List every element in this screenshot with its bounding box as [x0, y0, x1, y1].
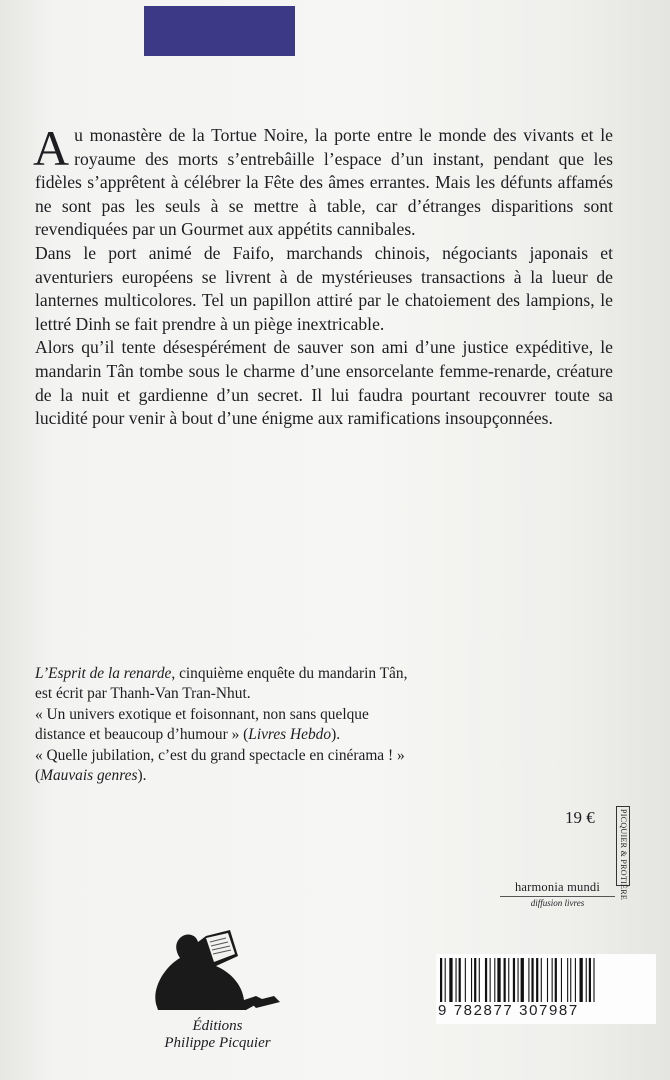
publisher-name: Éditions Philippe Picquier [164, 1018, 271, 1051]
design-credit: PICQUIER & PROTIÈRE [616, 806, 630, 886]
press-quote-1: « Un univers exotique et foisonnant, non sans quelque distance et beaucoup d’humour » (Livres Hebdo). [35, 705, 369, 744]
color-band [144, 6, 295, 56]
distributor-logo [500, 880, 615, 908]
barcode-icon [436, 958, 654, 1002]
book-title: L’Esprit de la renarde [35, 665, 172, 682]
quote-source: Livres Hebdo [248, 726, 332, 744]
synopsis-paragraph-2: Dans le port animé de Faifo, marchands chinois, négociants japonais et aventuriers européens se livrent à de mystérieuses transactions à la lueur de lanternes multicolores. Tel un papillon attiré par le chatoiement des lampions, le lettré Dinh se fait prendre à un piège inextricable. [35, 242, 613, 334]
synopsis-paragraph-1: Au monastère de la Tortue Noire, la porte entre le monde des vivants et le royaume des morts s’entrebâille l’espace d’un instant, pendant que les fidèles s’apprêtent à célébrer la Fête des âmes errantes. Mais les défunts affamés ne sont pas les seuls à se mettre à table, car d’étranges disparitions sont revendiquées par un Gourmet aux appétits cannibales. [33, 120, 613, 240]
quote-source: Mauvais genres [40, 767, 138, 785]
synopsis [33, 120, 613, 431]
book-info [35, 664, 413, 786]
isbn-number: 9 782877 307987 [438, 1002, 579, 1019]
distributor-name: harmonia mundi [514, 880, 601, 894]
price: 19 € [565, 808, 595, 827]
author-line: L’Esprit de la renarde, cinquième enquête du mandarin Tân, est écrit par Thanh-Van Tran-Nhut. [35, 665, 408, 703]
press-quote-2: « Quelle jubilation, c’est du grand spectacle en cinérama ! » (Mauvais genres). [35, 746, 405, 785]
distributor-subtitle: diffusion livres [500, 896, 615, 908]
publisher-logo-icon [146, 926, 286, 1014]
synopsis-paragraph-3: Alors qu’il tente désespérément de sauver son ami d’une justice expéditive, le mandarin Tân tombe sous le charme d’une ensorcelante femme-renarde, créature de la nuit et gardienne d’un secret. Il lui faudra pourtant recouvrer toute sa lucidité pour venir à bout d’une énigme aux ramifications insoupçonnées. [35, 337, 613, 429]
drop-cap: A [33, 120, 70, 176]
